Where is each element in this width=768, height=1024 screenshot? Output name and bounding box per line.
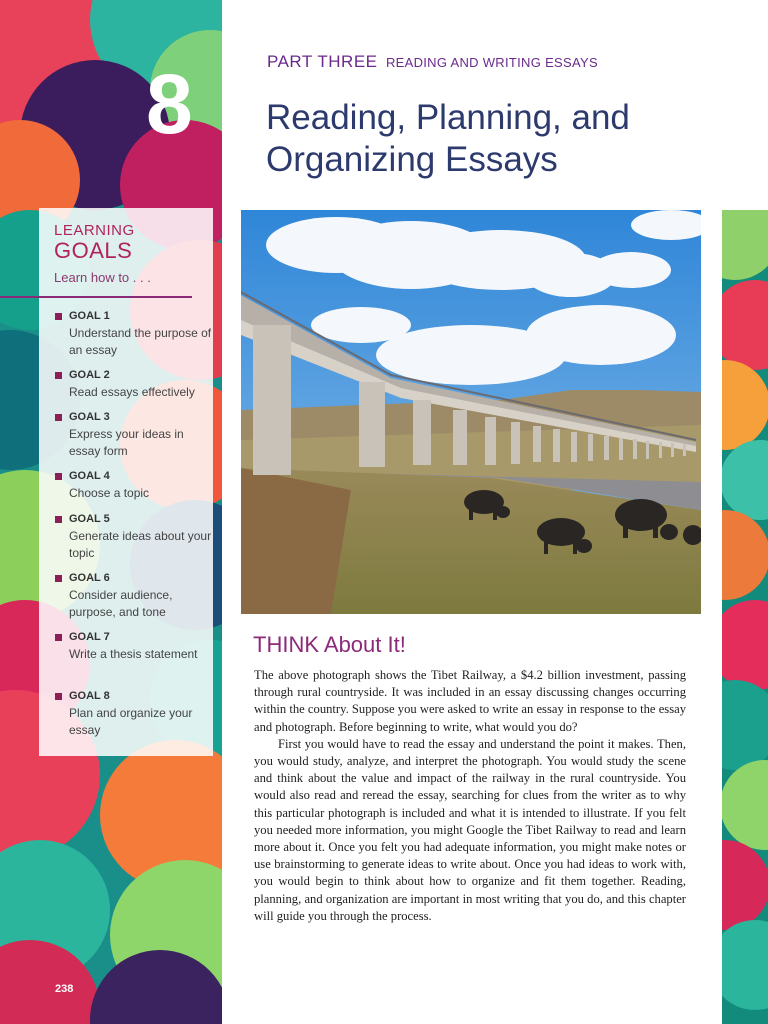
goal-label: GOAL 1 bbox=[69, 310, 110, 322]
paragraph: The above photograph shows the Tibet Railway, a $4.2 billion investment, passing through rural countryside. It was included in an essay discussing changes occurring within the country. Suppose you were asked to write an essay in response to the essay and photograph. Before beginning to write, what would you do? bbox=[254, 668, 686, 734]
page-number: 238 bbox=[55, 983, 74, 995]
goals-divider bbox=[0, 296, 192, 298]
goal-text: Express your ideas in essay form bbox=[69, 427, 184, 458]
goal-label: GOAL 4 bbox=[69, 470, 110, 482]
chapter-number: 8 bbox=[146, 57, 193, 151]
goal-label: GOAL 3 bbox=[69, 411, 110, 423]
square-bullet-icon bbox=[55, 516, 62, 523]
paragraph: First you would have to read the essay and understand the point it makes. Then, you would study, analyze, and interpret the photograph. You would study the scene and think about the value and impact of the railway in the rural countryside. You would also read and reread the essay, searching for clues from the writer as to why this particular photograph is included and what it is intended to illustrate. If you felt you needed more information, you might Google the Tibet Railway to read and learn more about it. Once you felt you had adequate information, you might make notes or use brainstorming to generate ideas to write about. Once you had ideas to work with, you would begin to think about how to organize and fit them together. Reading, planning, and organization are important in most writing that you do, and this chapter will guide you through the process. bbox=[254, 736, 686, 923]
goal-label: GOAL 6 bbox=[69, 572, 110, 584]
tibet-railway-photo bbox=[241, 210, 701, 614]
goal-label: GOAL 5 bbox=[69, 513, 110, 525]
think-heading-word: THINK bbox=[253, 632, 319, 657]
square-bullet-icon bbox=[55, 473, 62, 480]
part-heading bbox=[267, 52, 598, 72]
goal-text: Write a thesis statement bbox=[69, 647, 198, 661]
square-bullet-icon bbox=[55, 634, 62, 641]
think-about-it-heading bbox=[253, 632, 406, 658]
think-body bbox=[254, 667, 686, 925]
part-subtitle: READING AND WRITING ESSAYS bbox=[385, 55, 598, 70]
goal-text: Generate ideas about your topic bbox=[69, 529, 212, 560]
square-bullet-icon bbox=[55, 414, 62, 421]
goal-text: Consider audience, purpose, and tone bbox=[69, 588, 173, 619]
think-heading-rest: About It! bbox=[319, 632, 406, 657]
goals-heading: GOALS bbox=[54, 238, 133, 263]
goal-text: Plan and organize your essay bbox=[69, 706, 193, 737]
square-bullet-icon bbox=[55, 372, 62, 379]
learning-goals-panel bbox=[39, 208, 213, 756]
learning-goals-heading: LEARNING bbox=[54, 222, 135, 239]
part-label: PART THREE bbox=[267, 52, 378, 71]
railway-landscape-illustration bbox=[241, 210, 701, 614]
goal-text: Read essays effectively bbox=[69, 385, 195, 399]
square-bullet-icon bbox=[55, 693, 62, 700]
goal-label: GOAL 2 bbox=[69, 369, 110, 381]
chapter-title: Reading, Planning, and Organizing Essays bbox=[266, 98, 630, 179]
goals-intro: Learn how to . . . bbox=[54, 270, 151, 285]
goal-label: GOAL 8 bbox=[69, 690, 110, 702]
goal-text: Understand the purpose of an essay bbox=[69, 326, 212, 357]
goal-text: Choose a topic bbox=[69, 486, 150, 500]
square-bullet-icon bbox=[55, 575, 62, 582]
square-bullet-icon bbox=[55, 313, 62, 320]
goal-label: GOAL 7 bbox=[69, 631, 110, 643]
